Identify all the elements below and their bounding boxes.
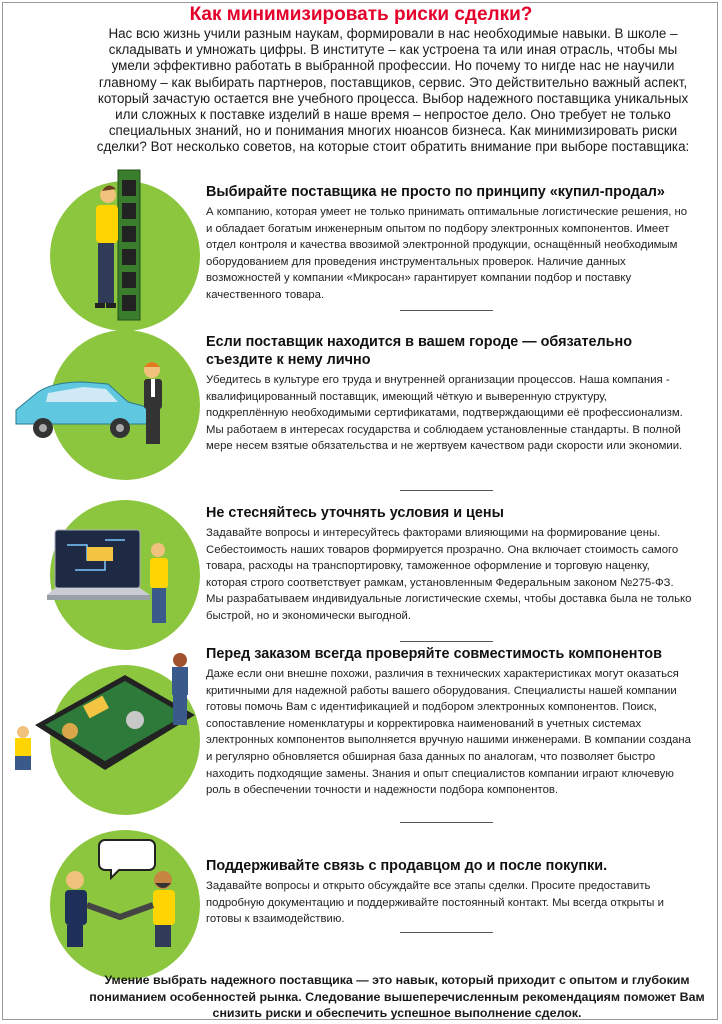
section-5-heading: Поддерживайте связь с продавцом до и после покупки. bbox=[206, 858, 608, 874]
memory-module-worker-illustration bbox=[80, 165, 190, 355]
handshake-illustration bbox=[45, 835, 205, 950]
section-1-text: А компанию, которая умеет не только принимать оптимальные логистические решения, но и обладает богатым инженерным опытом по подбору электронных компонентов. Имеет отдел контроля и качества ввозимой электронной продукции, оснащённый необходимым оборудованием для проведения инструментальных проверок. Наличие данных возможностей у компании «Микросан» гарантирует компании подбор и поставку качественного товара. bbox=[206, 206, 688, 301]
section-3-heading: Не стесняйтесь уточнять условия и цены bbox=[206, 505, 504, 521]
conclusion-paragraph: Умение выбрать надежного поставщика — это навык, который приходит с опытом и глубоким пониманием особенностей рынка. Следование вышеперечисленным рекомендациям поможет Вам снизить риски и обеспечить успешное выполнение сделок. bbox=[89, 973, 705, 1020]
laptop-worker-illustration bbox=[45, 525, 195, 635]
car-and-businessman-illustration bbox=[8, 362, 173, 452]
section-4-heading: Перед заказом всегда проверяйте совместимость компонентов bbox=[206, 646, 662, 662]
divider-2 bbox=[400, 490, 493, 491]
section-4 bbox=[206, 645, 692, 799]
section-4-text: Даже если они внешне похожи, различия в технических характеристиках могут оказаться критичными для надежной работы вашего оборудования. Специалисты нашей компании готовы помочь Вам с идентификацией и подбором электронных компонентов. Поиск, сопоставление номенклатуры и корректировка наименований в учетных системах электронных компонентов выполняется вручную нашими инженерами. В компании создана и регулярно обновляется обширная база данных по аналогам, что позволяет быстро находить подходящие замены. Знания и опыт специалистов компании играют ключевую роль в обеспечении точности и надежности подбора компонентов. bbox=[206, 668, 691, 797]
circuit-board-workers-illustration bbox=[5, 645, 200, 785]
section-3-text: Задавайте вопросы и интересуйтесь факторами влияющими на формирование цены. Себестоимость наших товаров формируется прозрачно. Она включает стоимость самого товара, расходы на транспортировку, таможенное оформление и торговую наценку, которая строго соответствует рамкам, установленным Федеральным законом №275-ФЗ. Мы разрабатываем индивидуальные логистические схемы, чтобы доставка была не только быстрой, но и экономически выгодной. bbox=[206, 527, 692, 622]
section-2 bbox=[206, 333, 692, 455]
divider-4 bbox=[400, 822, 493, 823]
section-1-heading: Выбирайте поставщика не просто по принципу «купил-продал» bbox=[206, 184, 665, 200]
divider-3 bbox=[400, 641, 493, 642]
section-5-text: Задавайте вопросы и открыто обсуждайте все этапы сделки. Просите предоставить подробную документацию и поддерживайте постоянный контакт. Мы всегда открыты и готовы к взаимодействию. bbox=[206, 880, 664, 926]
intro-paragraph: Нас всю жизнь учили разным наукам, формировали в нас необходимые навыки. В школе –складывать и умножать цифры. В институте – как устроена та или иная отрасль, чтобы мы умели эффективно работать в выбранной профессии. Но почему то нигде нас не научили главному – как выбирать партнеров, поставщиков, сервис. Это действительно важный аспект, который зачастую остается вне учебного процесса. Выбор надежного поставщика уникальных или сложных к поставке изделий в наше время – непростое дело. Оно требует не только специальных знаний, но и понимания многих нюансов бизнеса. Как минимизировать риски сделки? Вот несколько советов, на которые стоит обратить внимание при выборе поставщика: bbox=[96, 26, 690, 155]
divider-5 bbox=[400, 932, 493, 933]
section-5 bbox=[206, 857, 692, 928]
section-2-heading: Если поставщик находится в вашем городе — обязательно съездите к нему лично bbox=[206, 334, 632, 368]
divider-1 bbox=[400, 310, 493, 311]
page-title: Как минимизировать риски сделки? bbox=[189, 4, 533, 25]
section-2-text: Убедитесь в культуре его труда и внутренней организации процессов. Наша компания - квалифицированный поставщик, имеющий чёткую и выверенную структуру, подкреплённую необходимыми сертификатами, подтверждающими её профессионализм. Мы работаем в интересах государства и соблюдаем установленные стандарты. В полной мере несем взятые обязательства и не жертвуем качеством ради скорости или экономии. bbox=[206, 374, 683, 453]
section-3 bbox=[206, 504, 692, 625]
section-1 bbox=[206, 183, 692, 304]
